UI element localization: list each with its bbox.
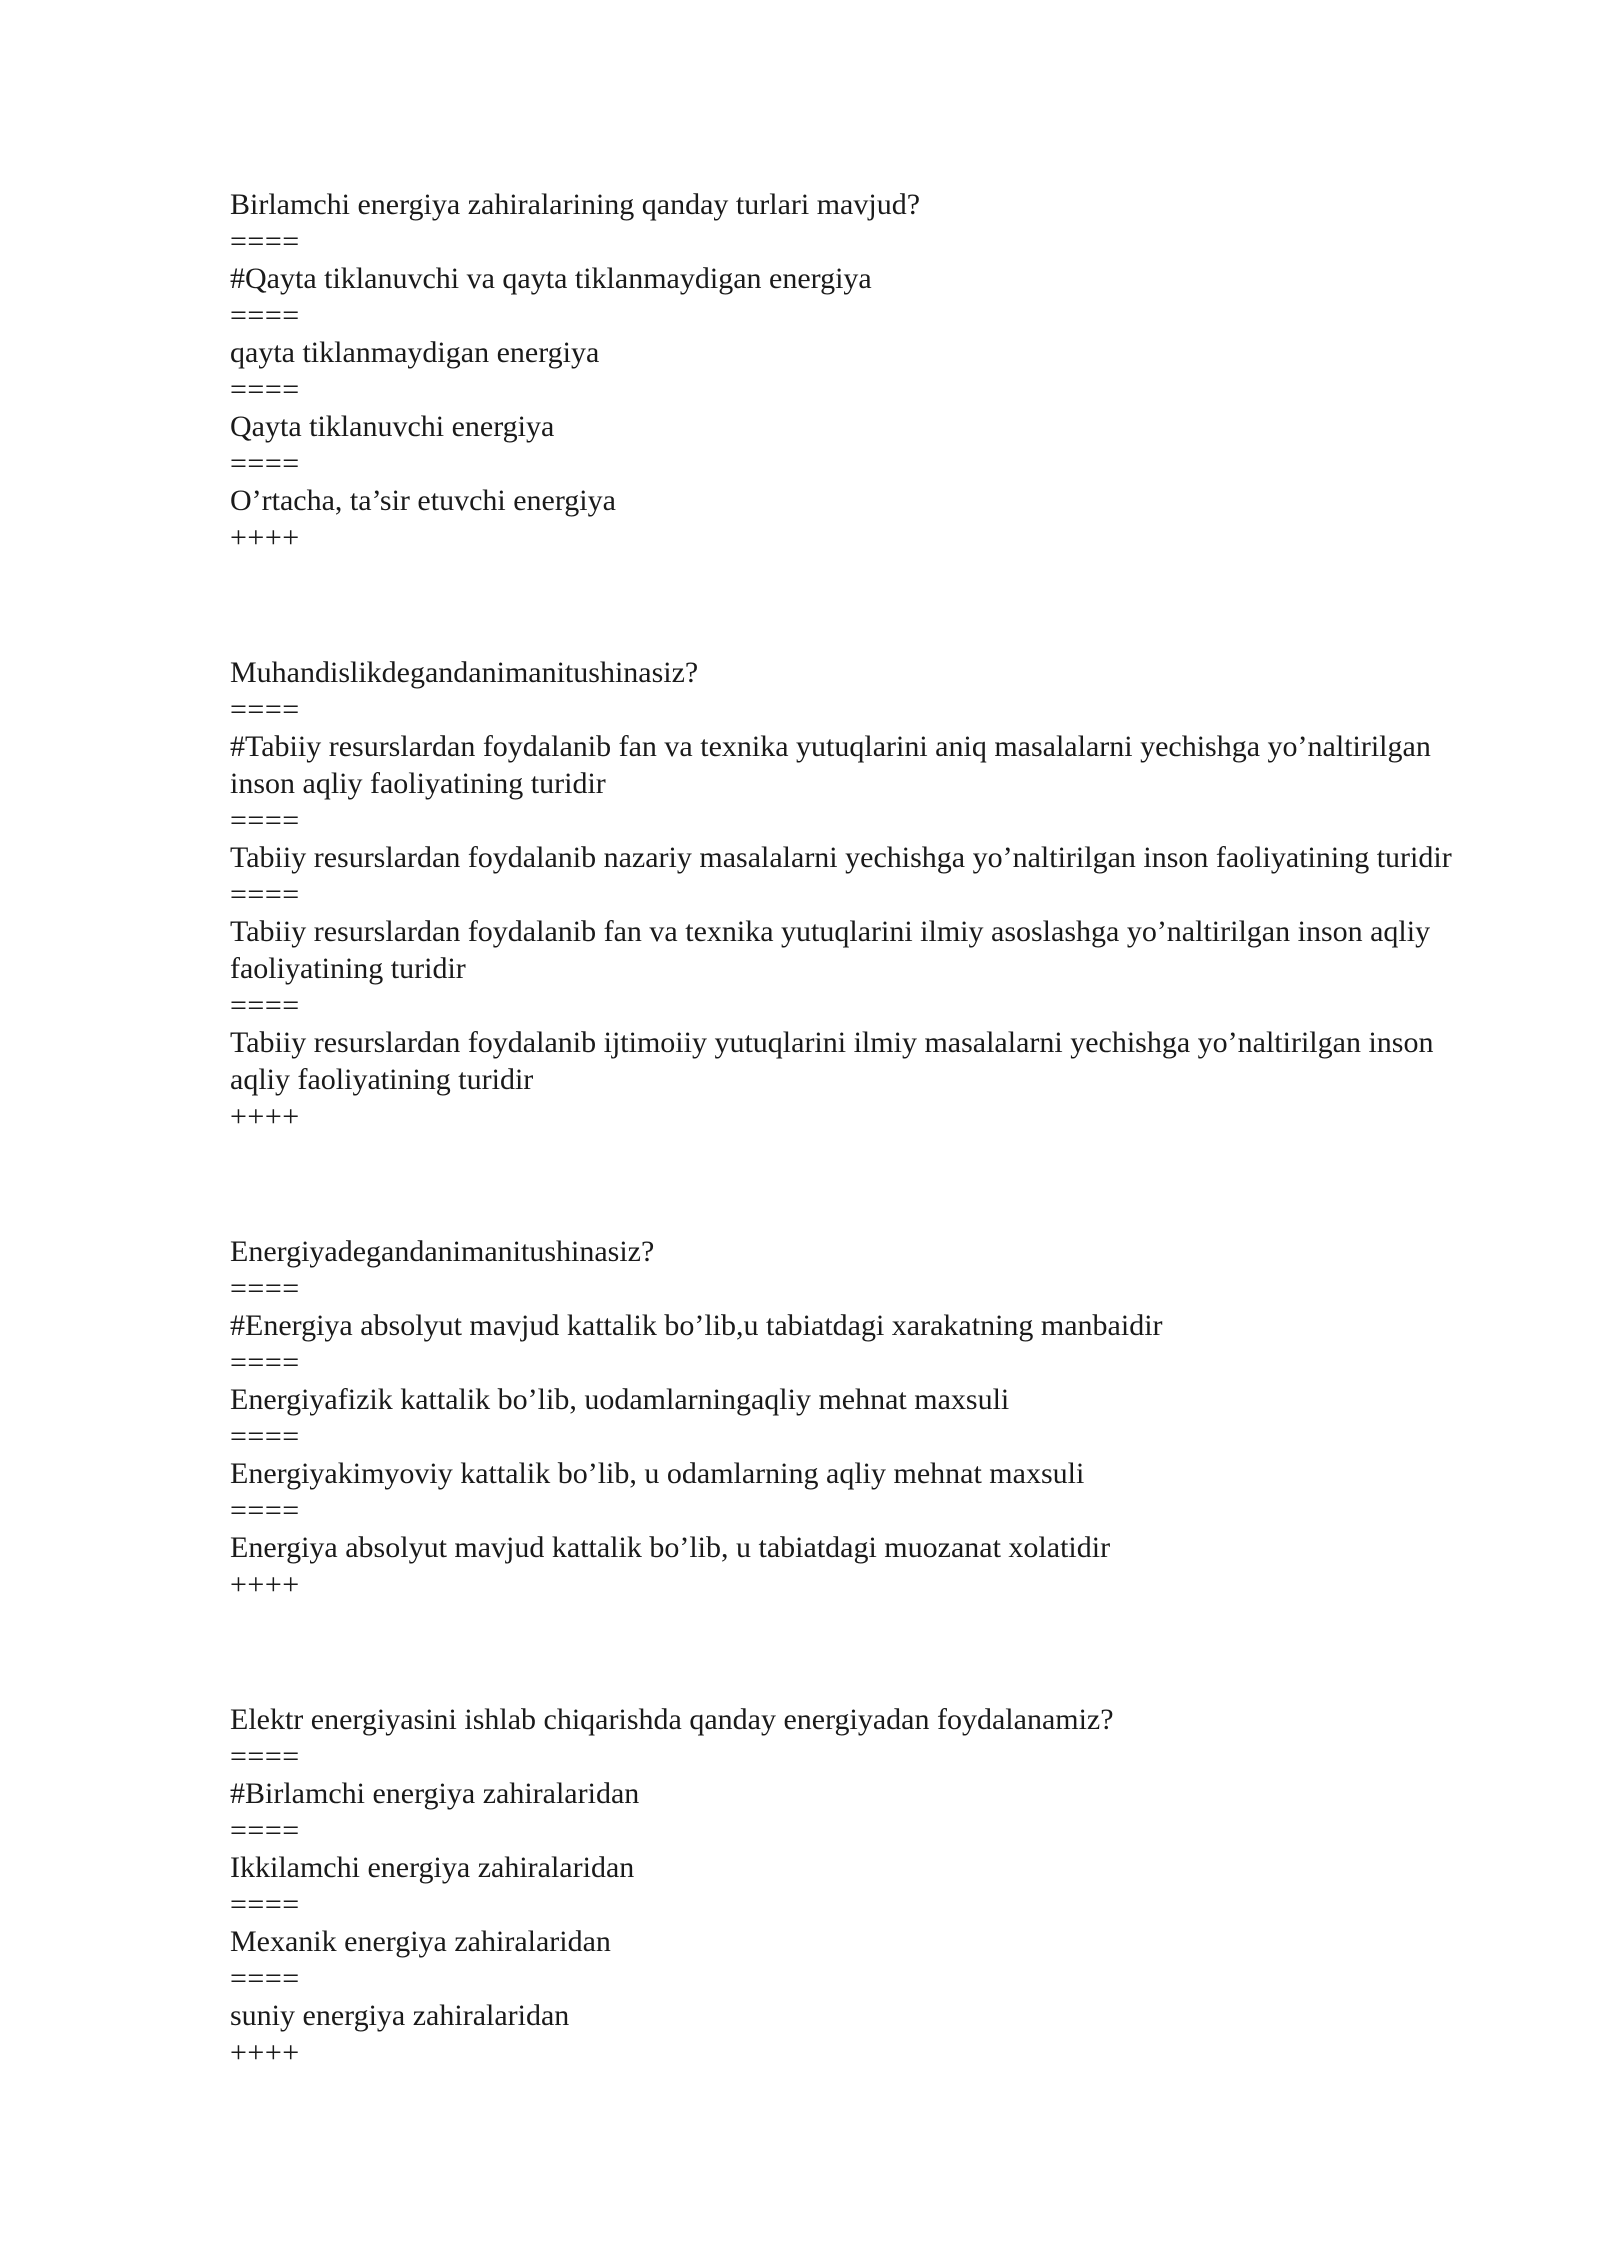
answer-option: O’rtacha, ta’sir etuvchi energiya bbox=[230, 484, 616, 517]
separator: ==== bbox=[230, 225, 300, 258]
separator: ==== bbox=[230, 299, 300, 332]
answer-option: Tabiiy resurslardan foydalanib ijtimoiiy yutuqlarini ilmiy masalalarni yechishga yo’naltirilgan inson aqliy faoliyatining turidir bbox=[230, 1026, 1434, 1096]
document-page bbox=[230, 186, 1480, 2169]
answer-option: suniy energiya zahiralaridan bbox=[230, 1999, 570, 2032]
separator: ==== bbox=[230, 1272, 300, 1305]
separator: ==== bbox=[230, 1962, 300, 1995]
answer-option: Tabiiy resurslardan foydalanib nazariy masalalarni yechishga yo’naltirilgan inson faoliyatining turidir bbox=[230, 841, 1452, 874]
question-block-3 bbox=[230, 1233, 1480, 1603]
answer-option: Energiyafizik kattalik bo’lib, uodamlarningaqliy mehnat maxsuli bbox=[230, 1383, 1010, 1416]
question-block-2 bbox=[230, 654, 1480, 1135]
question-block-1 bbox=[230, 186, 1480, 556]
end-marker: ++++ bbox=[230, 2036, 300, 2069]
answer-option: Mexanik energiya zahiralaridan bbox=[230, 1925, 611, 1958]
answer-option: #Energiya absolyut mavjud kattalik bo’lib,u tabiatdagi xarakatning manbaidir bbox=[230, 1309, 1163, 1342]
end-marker: ++++ bbox=[230, 521, 300, 554]
answer-option: Energiyakimyoviy kattalik bo’lib, u odamlarning aqliy mehnat maxsuli bbox=[230, 1457, 1085, 1490]
separator: ==== bbox=[230, 1494, 300, 1527]
end-marker: ++++ bbox=[230, 1100, 300, 1133]
question-text: Muhandislikdegandanimanitushinasiz? bbox=[230, 656, 699, 689]
answer-option: #Qayta tiklanuvchi va qayta tiklanmaydigan energiya bbox=[230, 262, 872, 295]
question-text: Birlamchi energiya zahiralarining qanday turlari mavjud? bbox=[230, 188, 921, 221]
answer-option: qayta tiklanmaydigan energiya bbox=[230, 336, 600, 369]
separator: ==== bbox=[230, 804, 300, 837]
separator: ==== bbox=[230, 1888, 300, 1921]
answer-option: Tabiiy resurslardan foydalanib fan va texnika yutuqlarini ilmiy asoslashga yo’naltirilgan inson aqliy faoliyatining turidir bbox=[230, 915, 1431, 985]
question-text: Energiyadegandanimanitushinasiz? bbox=[230, 1235, 655, 1268]
separator: ==== bbox=[230, 373, 300, 406]
answer-option: #Tabiiy resurslardan foydalanib fan va texnika yutuqlarini aniq masalalarni yechishga yo’naltirilgan inson aqliy faoliyatining turidir bbox=[230, 730, 1431, 800]
separator: ==== bbox=[230, 1740, 300, 1773]
answer-option: #Birlamchi energiya zahiralaridan bbox=[230, 1777, 640, 1810]
separator: ==== bbox=[230, 447, 300, 480]
separator: ==== bbox=[230, 1346, 300, 1379]
answer-option: Ikkilamchi energiya zahiralaridan bbox=[230, 1851, 635, 1884]
separator: ==== bbox=[230, 1420, 300, 1453]
separator: ==== bbox=[230, 989, 300, 1022]
answer-option: Qayta tiklanuvchi energiya bbox=[230, 410, 555, 443]
end-marker: ++++ bbox=[230, 1568, 300, 1601]
separator: ==== bbox=[230, 693, 300, 726]
separator: ==== bbox=[230, 878, 300, 911]
question-text: Elektr energiyasini ishlab chiqarishda qanday energiyadan foydalanamiz? bbox=[230, 1703, 1114, 1736]
separator: ==== bbox=[230, 1814, 300, 1847]
answer-option: Energiya absolyut mavjud kattalik bo’lib, u tabiatdagi muozanat xolatidir bbox=[230, 1531, 1111, 1564]
question-block-4 bbox=[230, 1701, 1480, 2071]
